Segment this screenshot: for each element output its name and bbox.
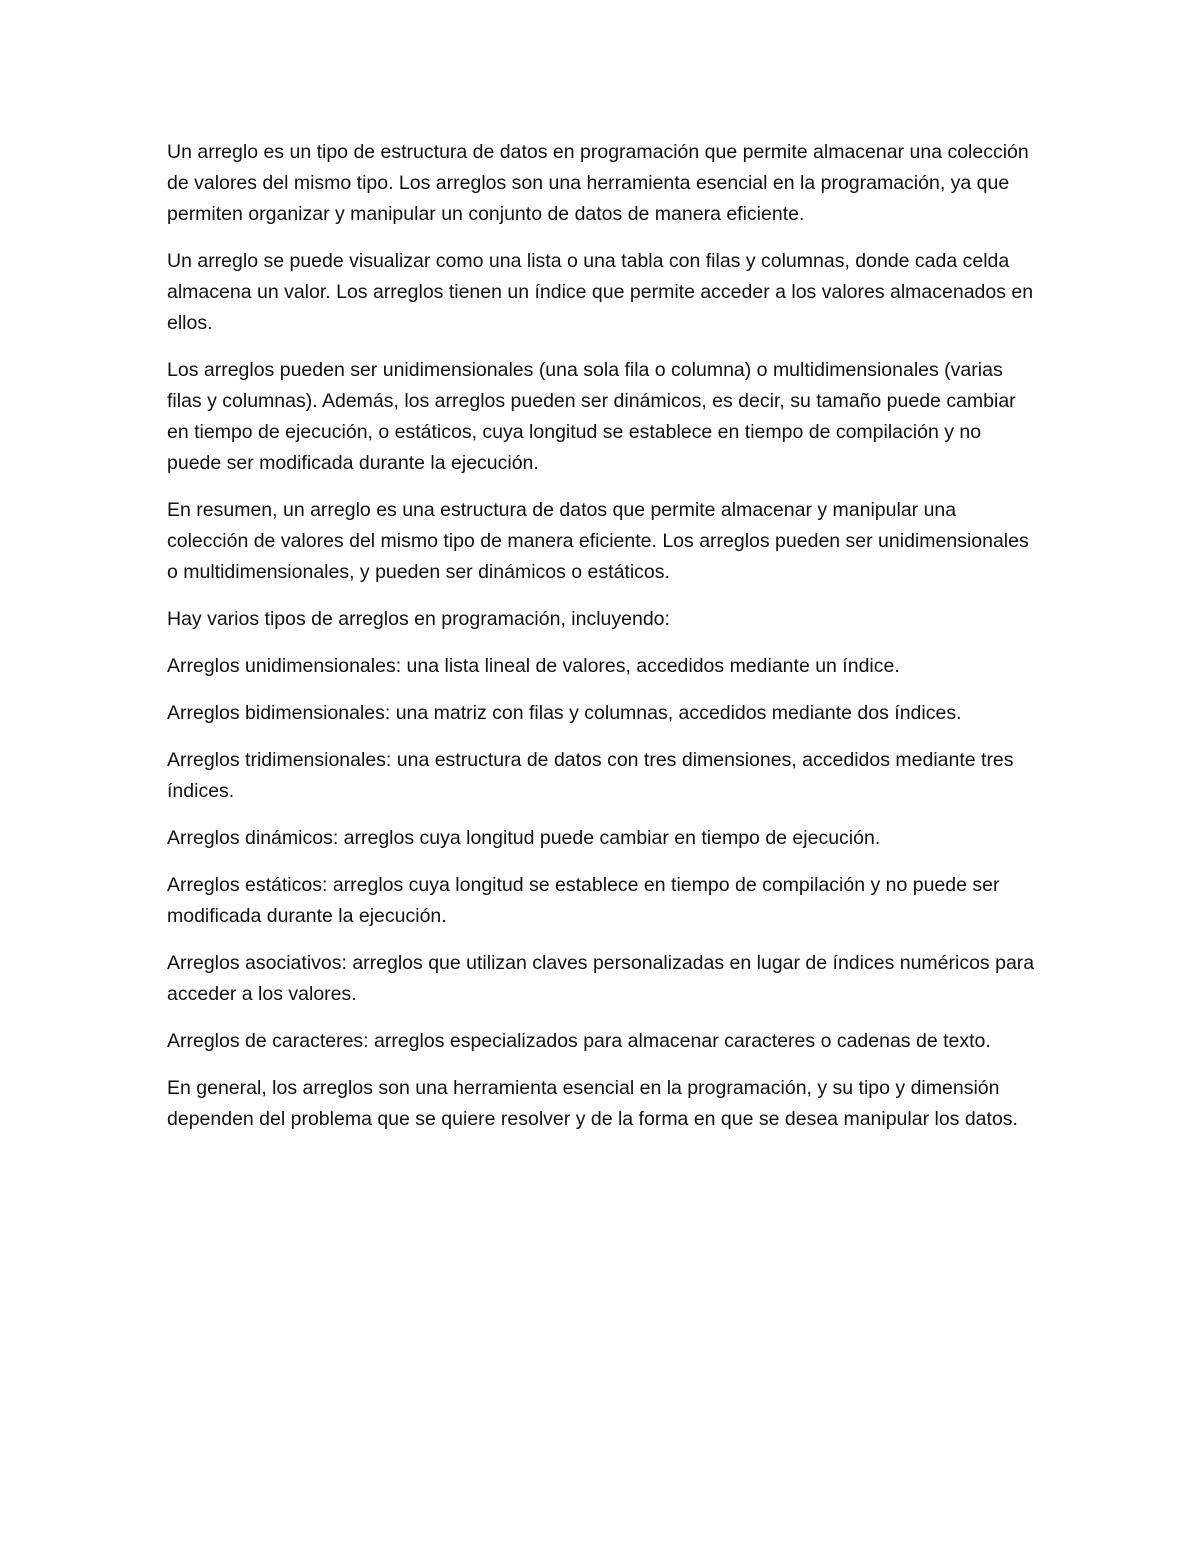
paragraph-type-dynamic: Arreglos dinámicos: arreglos cuya longitud puede cambiar en tiempo de ejecución.	[167, 827, 881, 849]
paragraph-type-characters: Arreglos de caracteres: arreglos especializados para almacenar caracteres o cadenas de texto.	[167, 1030, 991, 1052]
paragraph-type-tridimensional: Arreglos tridimensionales: una estructura de datos con tres dimensiones, accedidos mediante tres índices.	[167, 749, 1014, 802]
paragraph-conclusion: En general, los arreglos son una herramienta esencial en la programación, y su tipo y dimensión dependen del problema que se quiere resolver y de la forma en que se desea manipular los datos.	[167, 1077, 1018, 1130]
paragraph-type-bidimensional: Arreglos bidimensionales: una matriz con filas y columnas, accedidos mediante dos índices.	[167, 702, 962, 724]
paragraph-types-intro: Hay varios tipos de arreglos en programación, incluyendo:	[167, 608, 670, 630]
paragraph-summary: En resumen, un arreglo es una estructura de datos que permite almacenar y manipular una colección de valores del mismo tipo de manera eficiente. Los arreglos pueden ser unidimensionales o multidimensionales, y pueden ser dinámicos o estáticos.	[167, 499, 1029, 583]
document-body	[167, 137, 1037, 1151]
paragraph-dimensions: Los arreglos pueden ser unidimensionales (una sola fila o columna) o multidimensionales (varias filas y columnas). Además, los arreglos pueden ser dinámicos, es decir, su tamaño puede cambiar en tiempo de ejecución, o estáticos, cuya longitud se establece en tiempo de compilación y no puede ser modificada durante la ejecución.	[167, 359, 1016, 474]
paragraph-type-unidimensional: Arreglos unidimensionales: una lista lineal de valores, accedidos mediante un índice.	[167, 655, 900, 677]
paragraph-type-associative: Arreglos asociativos: arreglos que utilizan claves personalizadas en lugar de índices numéricos para acceder a los valores.	[167, 952, 1035, 1005]
paragraph-intro: Un arreglo es un tipo de estructura de datos en programación que permite almacenar una colección de valores del mismo tipo. Los arreglos son una herramienta esencial en la programación, ya que permiten organizar y manipular un conjunto de datos de manera eficiente.	[167, 141, 1029, 225]
paragraph-visualization: Un arreglo se puede visualizar como una lista o una tabla con filas y columnas, donde cada celda almacena un valor. Los arreglos tienen un índice que permite acceder a los valores almacenados en ellos.	[167, 250, 1034, 334]
paragraph-type-static: Arreglos estáticos: arreglos cuya longitud se establece en tiempo de compilación y no puede ser modificada durante la ejecución.	[167, 874, 1000, 927]
